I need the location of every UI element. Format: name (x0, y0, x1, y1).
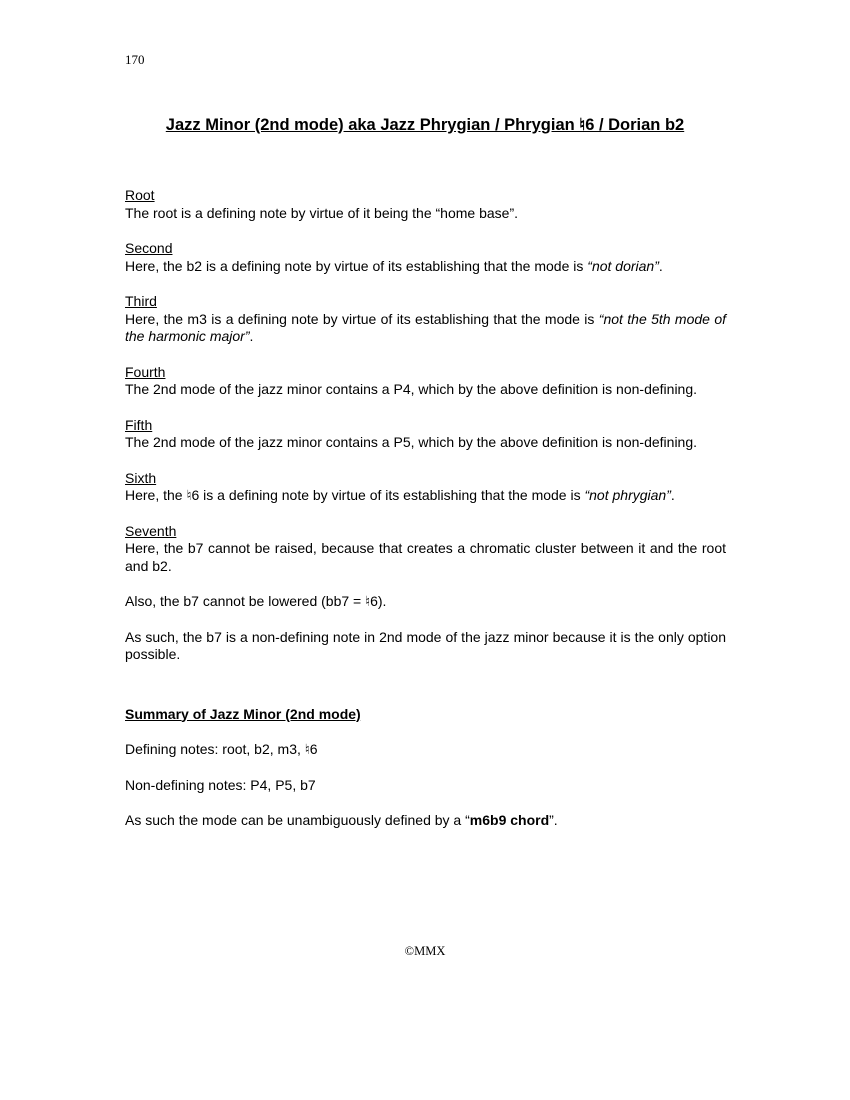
body-text (125, 187, 726, 830)
section-fourth (125, 364, 726, 399)
section-heading: Fourth (125, 363, 166, 380)
text-run: The 2nd mode of the jazz minor contains a P4, which by the above definition is non-defining. (125, 381, 698, 397)
section-heading: Second (125, 240, 173, 256)
section-text (125, 487, 726, 505)
quoted-phrase: “not the 5th mode of the harmonic major” (125, 310, 726, 344)
text-run: Here, the b2 is a defining note by virtue of its establishing that the mode is (125, 257, 588, 274)
section-fifth (125, 417, 726, 452)
quoted-phrase: “not phrygian” (584, 487, 671, 503)
page-title: Jazz Minor (2nd mode) aka Jazz Phrygian / Phrygian ♮6 / Dorian b2 (165, 116, 685, 134)
section-text (125, 205, 726, 223)
conclusion-chord: m6b9 chord (469, 812, 550, 828)
summary-title: Summary of Jazz Minor (2nd mode) (125, 705, 361, 722)
summary-conclusion (125, 812, 726, 830)
non-defining-notes: Non-defining notes: P4, P5, b7 (125, 776, 316, 793)
text-run: . (249, 328, 254, 344)
section-text (125, 311, 726, 346)
page-number: 170 (125, 52, 145, 67)
text-run: Here, the b7 cannot be raised, because that creates a chromatic cluster between it and the root and b2. (125, 540, 726, 574)
sections-container (125, 187, 726, 575)
text-run: . (670, 487, 675, 503)
footer-copyright: ©MMX (404, 944, 446, 958)
section-text (125, 434, 726, 452)
defining-notes: Defining notes: root, b2, m3, ♮6 (125, 741, 318, 757)
section-text (125, 258, 726, 276)
text-run: The 2nd mode of the jazz minor contains a P5, which by the above definition is non-defining. (125, 434, 698, 450)
section-text (125, 381, 726, 399)
conclusion-prefix: As such the mode can be unambiguously defined by a “ (125, 812, 470, 828)
text-run: . (658, 257, 663, 274)
section-text (125, 540, 726, 575)
section-root (125, 187, 726, 222)
text-run: Here, the ♮6 is a defining note by virtue of its establishing that the mode is (125, 487, 585, 503)
conclusion-suffix: ”. (549, 812, 558, 828)
also-paragraph: Also, the b7 cannot be lowered (bb7 = ♮6). (125, 593, 387, 609)
section-sixth (125, 470, 726, 505)
section-heading: Root (125, 187, 155, 203)
section-heading: Fifth (125, 416, 153, 433)
text-run: Here, the m3 is a defining note by virtue of its establishing that the mode is (125, 310, 599, 327)
section-heading: Third (125, 293, 157, 309)
as-such-paragraph: As such, the b7 is a non-defining note in 2nd mode of the jazz minor because it is the only option possible. (125, 628, 726, 662)
section-seventh (125, 523, 726, 576)
quoted-phrase: “not dorian” (587, 257, 659, 274)
section-second (125, 240, 726, 275)
section-heading: Seventh (125, 522, 177, 539)
section-third (125, 293, 726, 346)
section-heading: Sixth (125, 469, 157, 486)
text-run: The root is a defining note by virtue of it being the “home base”. (125, 204, 519, 221)
